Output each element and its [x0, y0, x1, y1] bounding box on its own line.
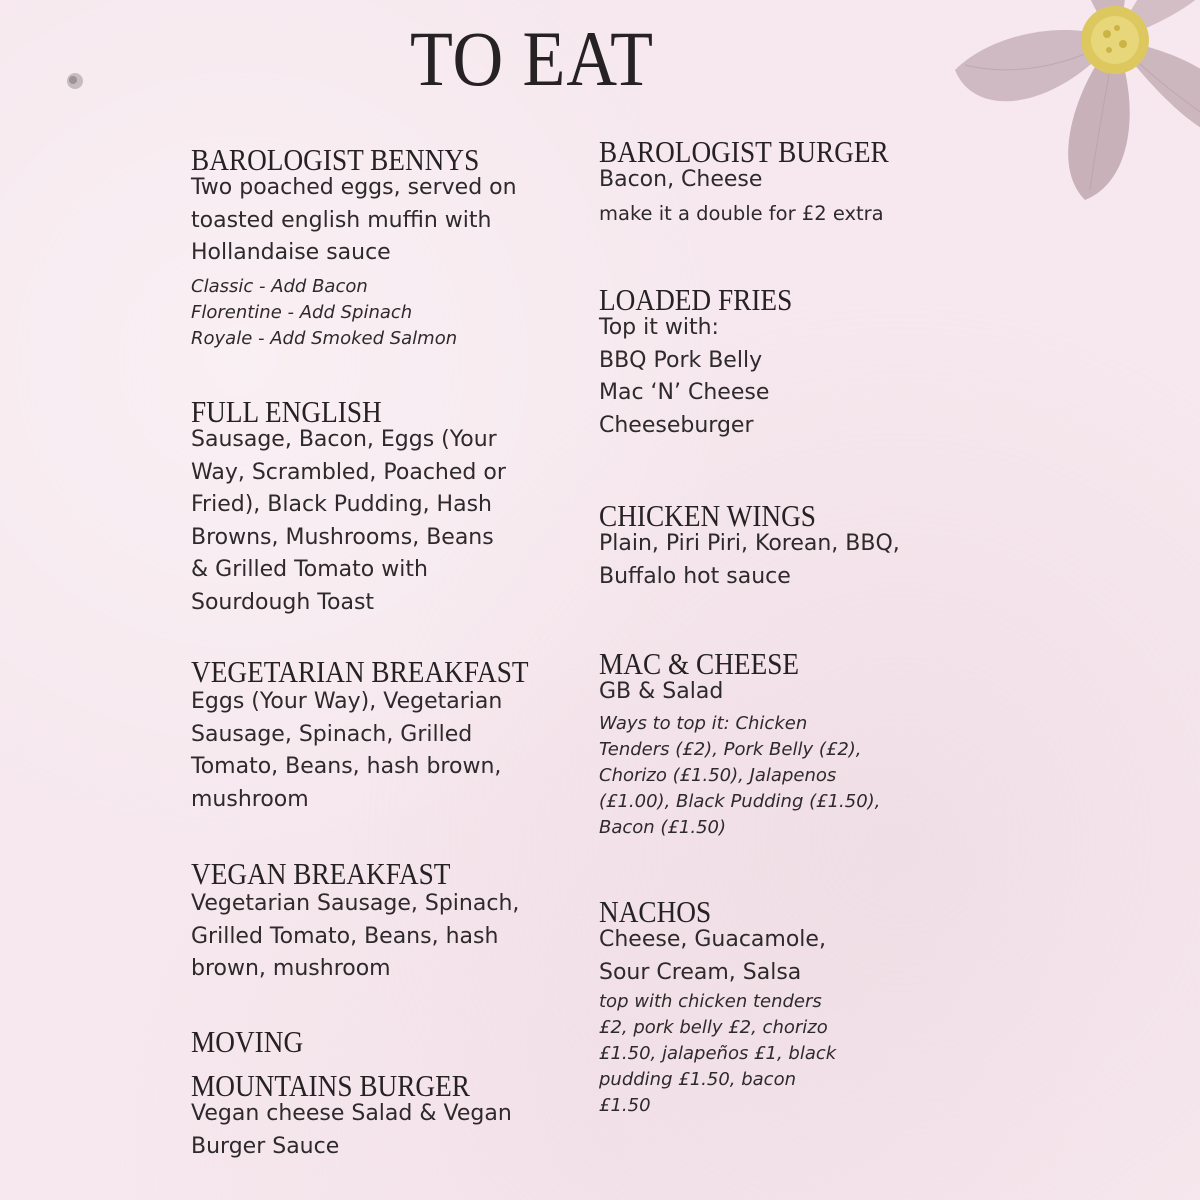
menu-item-vegetarian-breakfast — [191, 650, 571, 816]
menu-item-title: MAC & CHEESE — [599, 646, 800, 681]
menu-item-title: LOADED FRIES — [599, 282, 793, 317]
menu-item-chicken-wings — [599, 494, 939, 593]
menu-item-nachos — [599, 890, 939, 1119]
menu-item-mac-and-cheese — [599, 642, 939, 841]
menu-item-title: MOVING MOUNTAINS BURGER — [191, 1024, 470, 1103]
menu-item-description: Sausage, Bacon, Eggs (Your Way, Scrambled, Poached or Fried), Black Pudding, Hash Browns, Mushrooms, Beans & Grilled Tomato with Sourdough Toast — [191, 427, 506, 615]
menu-item-description: Bacon, Cheese — [599, 167, 763, 192]
menu-item-title: BAROLOGIST BURGER — [599, 134, 889, 169]
flower-decoration-icon — [925, 0, 1200, 210]
menu-item-description: Vegetarian Sausage, Spinach, Grilled Tomato, Beans, hash brown, mushroom — [191, 891, 520, 981]
menu-item-title: VEGETARIAN BREAKFAST — [191, 654, 529, 689]
menu-item-description: Two poached eggs, served on toasted english muffin with Hollandaise sauce — [191, 175, 517, 265]
menu-item-description: GB & Salad — [599, 679, 724, 704]
menu-item-moving-mountains-burger — [191, 1020, 571, 1163]
menu-item-upgrade: make it a double for £2 extra — [599, 201, 884, 225]
menu-item-description: Cheese, Guacamole, Sour Cream, Salsa — [599, 927, 826, 985]
menu-item-loaded-fries — [599, 278, 939, 442]
menu-item-title: VEGAN BREAKFAST — [191, 856, 451, 891]
menu-item-options: Ways to top it: Chicken Tenders (£2), Pork Belly (£2), Chorizo (£1.50), Jalapenos (£1.00), Black Pudding (£1.50), Bacon (£1.50) — [599, 712, 881, 838]
menu-item-title: NACHOS — [599, 894, 712, 929]
menu-item-options: Classic - Add Bacon Florentine - Add Spinach Royale - Add Smoked Salmon — [191, 275, 458, 349]
menu-item-options: top with chicken tenders £2, pork belly £2, chorizo £1.50, jalapeños £1, black pudding £1.50, bacon £1.50 — [599, 991, 837, 1116]
menu-item-vegan-breakfast — [191, 852, 571, 986]
menu-item-description: Plain, Piri Piri, Korean, BBQ, Buffalo hot sauce — [599, 531, 900, 589]
page-title: TO EAT — [410, 15, 654, 102]
menu-item-full-english — [191, 390, 571, 619]
paper-speck-decoration — [62, 68, 88, 94]
menu-item-description: Vegan cheese Salad & Vegan Burger Sauce — [191, 1101, 512, 1159]
menu-item-title: CHICKEN WINGS — [599, 498, 816, 533]
menu-item-title: BAROLOGIST BENNYS — [191, 142, 480, 177]
menu-item-barologist-bennys — [191, 138, 571, 352]
menu-item-title: FULL ENGLISH — [191, 394, 382, 429]
menu-item-description: Top it with: BBQ Pork Belly Mac ‘N’ Cheese Cheeseburger — [599, 315, 770, 438]
menu-item-description: Eggs (Your Way), Vegetarian Sausage, Spinach, Grilled Tomato, Beans, hash brown, mushroom — [191, 689, 503, 812]
menu-item-barologist-burger — [599, 130, 939, 230]
